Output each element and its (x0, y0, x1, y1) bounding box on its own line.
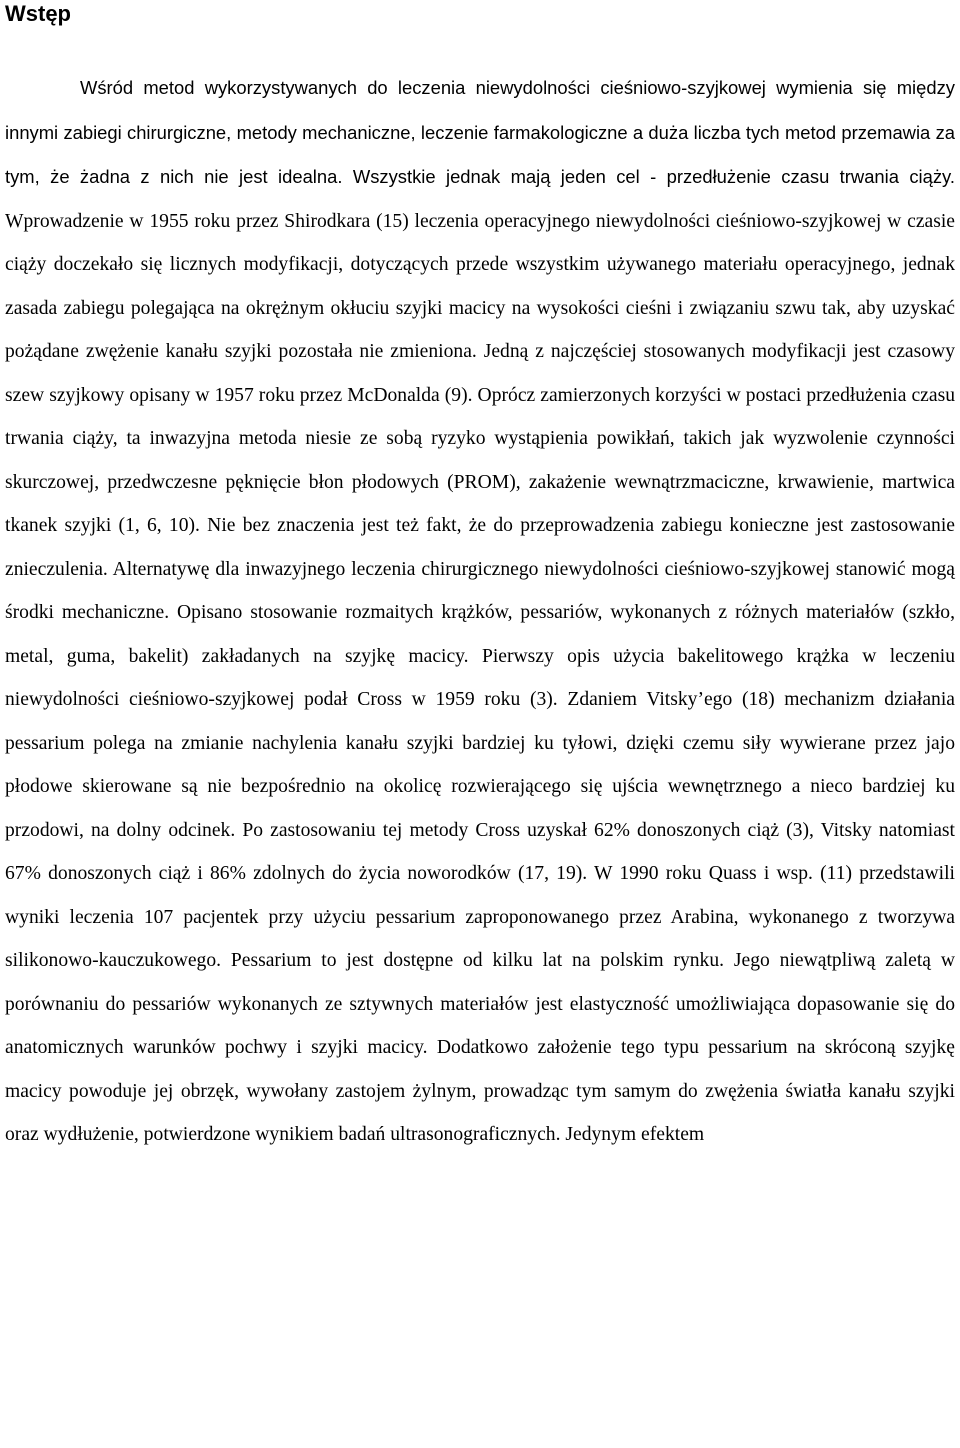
main-text: Wprowadzenie w 1955 roku przez Shirodkara (15) leczenia operacyjnego niewydolności cieśniowo-szyjkowej w czasie ciąży doczekało się licznych modyfikacji, dotyczących przede wszystkim używanego materiału operacyjnego, jednak zasada zabiegu polegająca na okrężnym okłuciu szyjki macicy na wysokości cieśni i związaniu szwu tak, aby uzyskać pożądane zwężenie kanału szyjki pozostała nie zmieniona. Jedną z najczęściej stosowanych modyfikacji jest czasowy szew szyjkowy opisany w 1957 roku przez McDonalda (9). Oprócz zamierzonych korzyści w postaci przedłużenia czasu trwania ciąży, ta inwazyjna metoda niesie ze sobą ryzyko wystąpienia powikłań, takich jak wyzwolenie czynności skurczowej, przedwczesne pęknięcie błon płodowych (PROM), zakażenie wewnątrzmaciczne, krwawienie, martwica tkanek szyjki (1, 6, 10). Nie bez znaczenia jest też fakt, że do przeprowadzenia zabiegu konieczne jest zastosowanie znieczulenia. Alternatywę dla inwazyjnego leczenia chirurgicznego niewydolności cieśniowo-szyjkowej stanowić mogą środki mechaniczne. Opisano stosowanie rozmaitych krążków, pessariów, wykonanych z różnych materiałów (szkło, metal, guma, bakelit) zakładanych na szyjkę macicy. Pierwszy opis użycia bakelitowego krążka w leczeniu niewydolności cieśniowo-szyjkowej podał Cross w 1959 roku (3). Zdaniem Vitsky’ego (18) mechanizm działania pessarium polega na zmianie nachylenia kanału szyjki bardziej ku tyłowi, dzięki czemu siły wywierane przez jajo płodowe skierowane są nie bezpośrednio na okolicę rozwierającego się ujścia wewnętrznego a nieco bardziej ku przodowi, na dolny odcinek. Po zastosowaniu tej metody Cross uzyskał 62% donoszonych ciąż (3), Vitsky natomiast 67% donoszonych ciąż i 86% zdolnych do życia noworodków (17, 19). W 1990 roku Quass i wsp. (11) przedstawili wyniki leczenia 107 pacjentek przy użyciu pessarium zaproponowanego przez Arabina, wykonanego z tworzywa silikonowo-kauczukowego. Pessarium to jest dostępne od kilku lat na polskim rynku. Jego niewątpliwą zaletą w porównaniu do pessariów wykonanych ze sztywnych materiałów jest elastyczność umożliwiająca dopasowanie się do anatomicznych warunków pochwy i szyjki macicy. Dodatkowo założenie tego typu pessarium na skróconą szyjkę macicy powoduje jej obrzęk, wywołany zastojem żylnym, prowadząc tym samym do zwężenia światła kanału szyjki oraz wydłużenie, potwierdzone wynikiem badań ultrasonograficznych. Jedynym efektem (5, 210, 955, 1145)
lead-text: Wśród metod wykorzystywanych do leczenia niewydolności cieśniowo-szyjkowej wymienia się między innymi zabiegi chirurgiczne, metody mechaniczne, leczenie farmakologiczne a duża liczba tych metod przemawia za tym, że żadna z nich nie jest idealna. Wszystkie jednak mają jeden cel - przedłużenie czasu trwania ciąży. (5, 77, 955, 187)
body-paragraph (5, 66, 955, 1157)
section-heading: Wstęp (5, 1, 71, 26)
